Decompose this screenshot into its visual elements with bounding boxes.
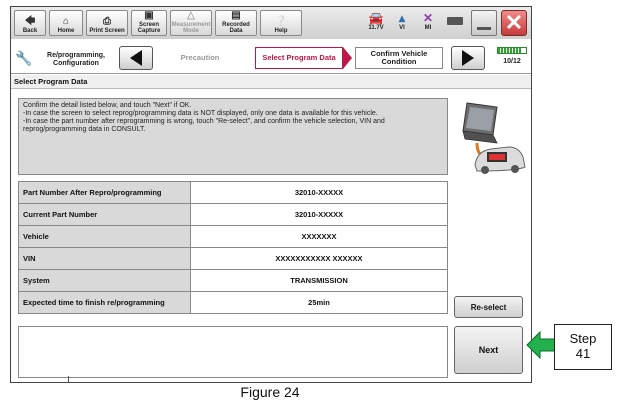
right-arrow-icon xyxy=(462,50,474,66)
close-button[interactable] xyxy=(501,10,527,36)
row-value: 32010-XXXXX xyxy=(191,182,448,204)
next-button[interactable]: Next xyxy=(454,326,523,374)
minimize-button[interactable] xyxy=(471,10,497,36)
measurement-icon: △ xyxy=(187,10,195,21)
recorded-data-icon: ▤ xyxy=(231,10,241,21)
measurement-mode-button[interactable]: △ Measurement Mode xyxy=(171,10,211,34)
left-arrow-icon xyxy=(130,50,142,66)
vi-status: ▴ VI xyxy=(389,11,415,31)
row-value: 32010-XXXXX xyxy=(191,204,448,226)
program-data-table xyxy=(18,181,448,314)
row-value: TRANSMISSION xyxy=(191,270,448,292)
message-area xyxy=(18,326,448,378)
instruction-line: Confirm the detail listed below, and touch "Next" if OK. xyxy=(23,102,192,109)
table-row xyxy=(19,248,448,270)
step-precaution: Precaution xyxy=(180,53,220,62)
table-row xyxy=(19,226,448,248)
figure-caption: Figure 24 xyxy=(240,384,300,400)
row-label: System xyxy=(19,270,191,292)
car-icon: 🚘 xyxy=(368,11,384,25)
next-step-button[interactable] xyxy=(451,46,485,70)
home-icon: ⌂ xyxy=(62,16,70,27)
progress-bar xyxy=(497,47,527,54)
row-label: VIN xyxy=(19,248,191,270)
instructions-box xyxy=(18,98,448,175)
page-title: Select Program Data xyxy=(11,75,531,89)
back-arrow-icon: 🡄 xyxy=(24,16,36,27)
mi-status: ✕ MI xyxy=(415,11,441,31)
reselect-button[interactable]: Re-select xyxy=(454,296,523,318)
progress-text: 10/12 xyxy=(503,58,521,65)
previous-step-button[interactable] xyxy=(119,46,153,70)
laptop-car-illustration xyxy=(457,99,527,177)
printer-icon: ⎙ xyxy=(103,16,111,27)
breadcrumb xyxy=(11,42,531,74)
row-value: XXXXXXXXXXX XXXXXX xyxy=(191,248,448,270)
progress-fill xyxy=(498,48,521,53)
screen-capture-button[interactable]: ▣ Screen Capture xyxy=(131,10,167,36)
help-icon: ❔ xyxy=(274,16,288,27)
disconnected-icon: ✕ xyxy=(422,11,434,25)
step-confirm-vehicle-condition: Confirm Vehicle Condition xyxy=(355,47,443,69)
laptop-icon xyxy=(463,103,497,143)
back-button[interactable]: 🡄 Back xyxy=(14,10,46,36)
home-button[interactable]: ⌂ Home xyxy=(49,10,83,36)
row-label: Current Part Number xyxy=(19,204,191,226)
instruction-line: -In case the part number after reprogramming is wrong, touch "Re-select", and confirm the vehicle selection, VIN and reprog/programming data in CONSULT. xyxy=(23,118,385,133)
recorded-data-button[interactable]: ▤ Recorded Data xyxy=(215,10,257,36)
camera-icon: ▣ xyxy=(144,10,154,21)
instruction-line: -In case the screen to select reprog/programming data is NOT displayed, only one data is available for this vehicle. xyxy=(23,110,378,117)
row-label: Part Number After Repro/programming xyxy=(19,182,191,204)
table-row xyxy=(19,182,448,204)
table-row xyxy=(19,204,448,226)
toolbar xyxy=(11,7,531,39)
divider xyxy=(68,376,69,382)
tool-icon: 🔧 xyxy=(15,50,33,66)
battery-voltage-status: 🚘 11.7V xyxy=(363,11,389,31)
step-callout: Step 41 xyxy=(554,324,612,370)
row-value: 25min xyxy=(191,292,448,314)
signal-icon: ▴ xyxy=(398,11,406,25)
row-value: XXXXXXX xyxy=(191,226,448,248)
breadcrumb-home[interactable]: 🔧 Re/programming, Configuration xyxy=(15,50,105,67)
row-label: Vehicle xyxy=(19,226,191,248)
step-arrow-icon xyxy=(343,47,352,69)
close-icon: ✕ xyxy=(504,10,524,35)
car-icon xyxy=(475,147,525,174)
table-row xyxy=(19,292,448,314)
consult-window xyxy=(10,6,532,383)
battery-icon xyxy=(447,17,463,25)
help-button[interactable]: ❔ Help xyxy=(260,10,302,36)
progress-indicator xyxy=(495,45,529,71)
step-select-program-data: Select Program Data xyxy=(255,47,343,69)
print-screen-button[interactable]: ⎙ Print Screen xyxy=(86,10,128,36)
table-row xyxy=(19,270,448,292)
row-label: Expected time to finish re/programming xyxy=(19,292,191,314)
